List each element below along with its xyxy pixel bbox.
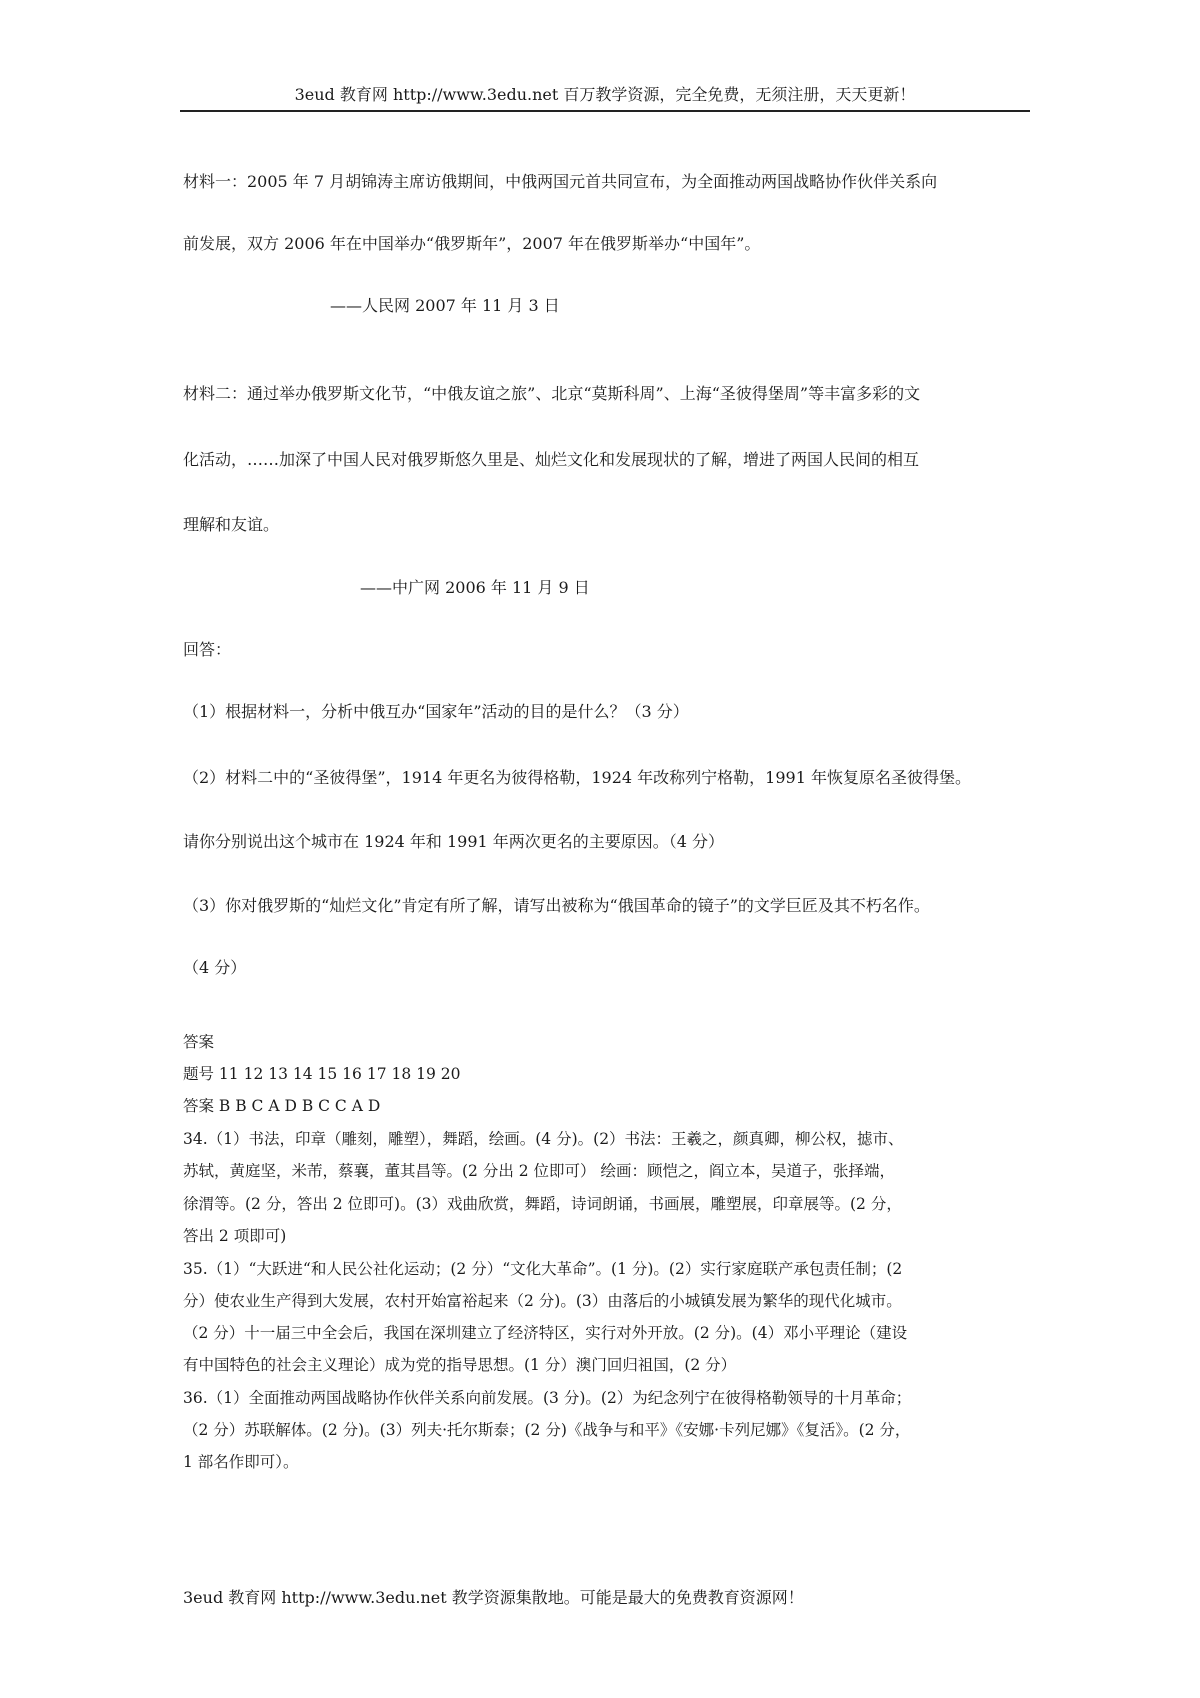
question-1: （1）根据材料一，分析中俄互办“国家年”活动的目的是什么？（3 分） — [183, 702, 689, 721]
material-one-source: ——人民网 2007 年 11 月 3 日 — [330, 296, 560, 315]
question-2-line-2: 请你分别说出这个城市在 1924 年和 1991 年两次更名的主要原因。（4 分） — [183, 832, 725, 851]
answer-key-numbers: 题号 11 12 13 14 15 16 17 18 19 20 — [183, 1065, 461, 1083]
answer-34-line-3: 徐渭等。(2 分，答出 2 位即可)。(3）戏曲欣赏，舞蹈，诗词朗诵，书画展，雕塑展，印章展等。(2 分， — [183, 1195, 902, 1213]
material-two-line-3: 理解和友谊。 — [183, 515, 280, 534]
page-footer: 3eud 教育网 http://www.3edu.net 教学资源集散地。可能是最大的免费教育资源网！ — [183, 1588, 804, 1607]
header-divider — [180, 110, 1030, 112]
answer-36-line-3: 1 部名作即可）。 — [183, 1453, 299, 1471]
material-one-line-2: 前发展，双方 2006 年在中国举办“俄罗斯年”，2007 年在俄罗斯举办“中国年”。 — [183, 234, 761, 253]
answer-34-line-4: 答出 2 项即可) — [183, 1227, 287, 1245]
material-two-line-1: 材料二：通过举办俄罗斯文化节，“中俄友谊之旅”、北京“莫斯科周”、上海“圣彼得堡周”等丰富多彩的文 — [183, 384, 921, 403]
answer-34-line-2: 苏轼，黄庭坚，米芾，蔡襄，董其昌等。(2 分出 2 位即可） 绘画：顾恺之，阎立本，吴道子，张择端， — [183, 1162, 895, 1180]
question-3-line-1: （3）你对俄罗斯的“灿烂文化”肯定有所了解，请写出被称为“俄国革命的镜子”的文学巨匠及其不朽名作。 — [183, 896, 930, 915]
answer-35-line-1: 35.（1）“大跃进“和人民公社化运动；(2 分）“文化大革命”。(1 分)。(2）实行家庭联产承包责任制；(2 — [183, 1260, 903, 1278]
answer-36-line-1: 36.（1）全面推动两国战略协作伙伴关系向前发展。(3 分)。(2）为纪念列宁在彼得格勒领导的十月革命； — [183, 1389, 912, 1407]
material-two-source: ——中广网 2006 年 11 月 9 日 — [360, 578, 590, 597]
answer-prompt: 回答： — [183, 640, 232, 659]
answer-36-line-2: （2 分）苏联解体。(2 分)。(3）列夫·托尔斯泰；(2 分)《战争与和平》《安娜·卡列尼娜》《复活》。(2 分， — [183, 1421, 911, 1439]
question-3-line-2: （4 分） — [183, 958, 247, 977]
answer-35-line-3: （2 分）十一届三中全会后，我国在深圳建立了经济特区，实行对外开放。(2 分)。(4）邓小平理论（建设 — [183, 1324, 908, 1342]
answer-35-line-4: 有中国特色的社会主义理论）成为党的指导思想。(1 分）澳门回归祖国，(2 分） — [183, 1356, 737, 1374]
material-one-line-1: 材料一：2005 年 7 月胡锦涛主席访俄期间，中俄两国元首共同宣布，为全面推动两国战略协作伙伴关系向 — [183, 172, 938, 191]
page-header: 3eud 教育网 http://www.3edu.net 百万教学资源，完全免费，无须注册，天天更新！ — [294, 85, 916, 104]
answer-key-letters: 答案 B B C A D B C C A D — [183, 1097, 381, 1115]
question-2-line-1: （2）材料二中的“圣彼得堡”，1914 年更名为彼得格勒，1924 年改称列宁格勒，1991 年恢复原名圣彼得堡。 — [183, 768, 971, 787]
answer-34-line-1: 34.（1）书法，印章（雕刻，雕塑），舞蹈，绘画。(4 分)。(2）书法：王羲之，颜真卿，柳公权，摅市、 — [183, 1130, 904, 1148]
material-two-line-2: 化活动，……加深了中国人民对俄罗斯悠久里是、灿烂文化和发展现状的了解，增进了两国人民间的相互 — [183, 450, 920, 469]
answers-heading: 答案 — [183, 1033, 215, 1051]
answer-35-line-2: 分）使农业生产得到大发展，农村开始富裕起来（2 分)。(3）由落后的小城镇发展为繁华的现代化城市。 — [183, 1292, 902, 1310]
